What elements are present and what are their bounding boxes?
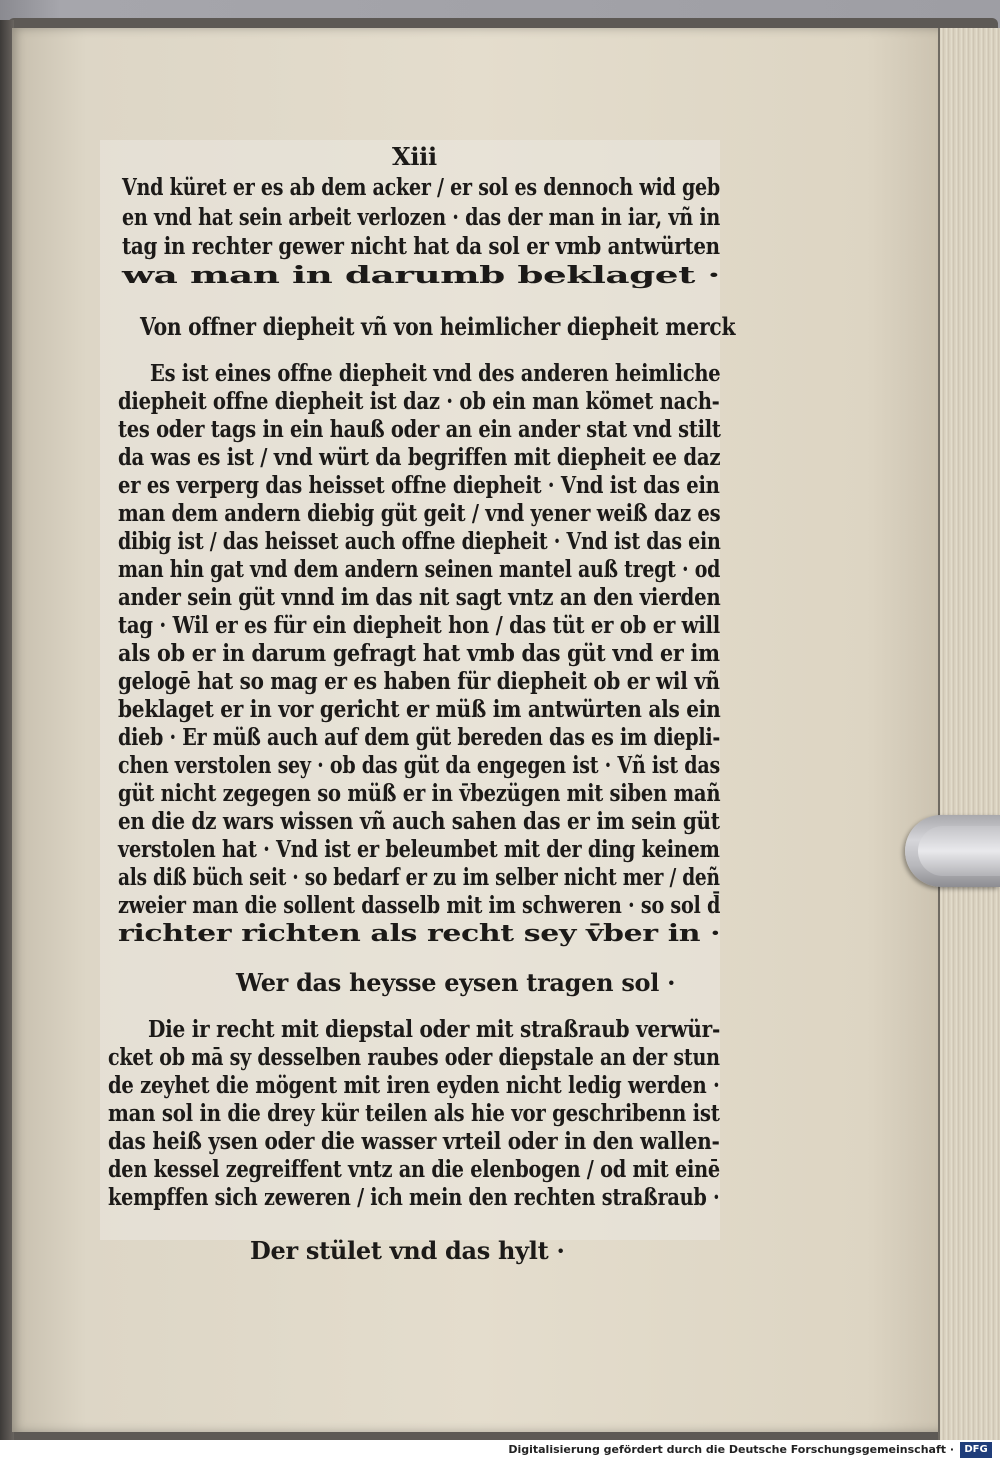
text-line: en die dz wars wissen vñ auch sahen das er im sein güt xyxy=(118,808,720,835)
text-line: dibig ist / das heisset auch offne diepheit · Vnd ist das ein xyxy=(118,528,721,555)
text-line: er es verperg das heisset offne diepheit · Vnd ist das ein xyxy=(118,472,720,499)
folio-number: Xiii xyxy=(392,142,437,171)
text-line: das heiß ysen oder die wasser vrteil oder in den wallen- xyxy=(108,1128,720,1155)
footer-credit: Digitalisierung gefördert durch die Deutsche Forschungsgemeinschaft · xyxy=(508,1443,954,1456)
dfg-logo-icon: DFG xyxy=(960,1442,992,1458)
text-line: zweier man die sollent dasselb mit im schweren · so sol d̄ xyxy=(118,892,721,919)
text-line: ander sein güt vnnd im das nit sagt vntz an den vierden xyxy=(118,584,721,611)
text-line: gelogē hat so mag er es haben für diepheit ob er wil vñ xyxy=(118,668,720,695)
text-line: verstolen hat · Vnd ist er beleumbet mit der ding keinem xyxy=(118,836,720,863)
text-line: chen verstolen sey · ob das güt da engegen ist · Vñ ist das xyxy=(118,752,720,779)
text-line: man hin gat vnd dem andern seinen mantel auß tregt · od xyxy=(118,556,721,583)
text-line: güt nicht zegegen so müß er in v̄bezügen mit siben mañ xyxy=(118,780,721,807)
text-line: diepheit offne diepheit ist daz · ob ein man kömet nach- xyxy=(118,388,720,415)
text-line: richter richten als recht sey v̄ber in · xyxy=(118,920,721,947)
text-line: Es ist eines offne diepheit vnd des anderen heimliche xyxy=(150,360,721,387)
section-heading: Wer das heysse eysen tragen sol · xyxy=(236,968,676,997)
section-heading: Von offner diepheit vñ von heimlicher diepheit merck xyxy=(140,312,736,341)
text-line: da was es ist / vnd würt da begriffen mit diepheit ee daz xyxy=(118,444,721,471)
text-line: cket ob mā sy desselben raubes oder diepstale an der stun xyxy=(108,1044,720,1071)
text-line: beklaget er in vor gericht er müß im antwürten als ein xyxy=(118,696,721,723)
text-line: als diß büch seit · so bedarf er zu im selber nicht mer / deñ xyxy=(118,864,720,891)
page-edges xyxy=(938,28,1000,1440)
text-line: kempffen sich zeweren / ich mein den rechten straßraub · xyxy=(108,1184,720,1211)
text-line: en vnd hat sein arbeit verlozen · das der man in iar, vñ in xyxy=(122,204,720,231)
text-line: Vnd küret er es ab dem acker / er sol es dennoch wid geb xyxy=(122,174,721,201)
text-line: tag · Wil er es für ein diepheit hon / das tüt er ob er will xyxy=(118,612,720,639)
text-line: de zeyhet die mögent mit iren eyden nicht ledig werden · xyxy=(108,1072,720,1099)
text-line: Die ir recht mit diepstal oder mit straßraub verwür- xyxy=(148,1016,721,1043)
section-heading: Der stület vnd das hylt · xyxy=(250,1236,565,1265)
text-line: als ob er in darum gefragt hat vmb das güt vnd er im xyxy=(118,640,720,667)
page-clip-highlight xyxy=(918,826,1000,876)
text-line: tes oder tags in ein hauß oder an ein ander stat vnd stilt xyxy=(118,416,721,443)
text-line: man dem andern diebig güt geit / vnd yener weiß daz es xyxy=(118,500,721,527)
text-line: wa man in darumb beklaget · xyxy=(122,262,720,289)
text-line: tag in rechter gewer nicht hat da sol er vmb antwürten xyxy=(122,233,720,260)
text-line: den kessel zegreiffent vntz an die elenbogen / od mit einē xyxy=(108,1156,720,1183)
text-line: dieb · Er müß auch auf dem güt bereden das es im diepli- xyxy=(118,724,721,751)
text-line: man sol in die drey kür teilen als hie vor geschribenn ist xyxy=(108,1100,720,1127)
